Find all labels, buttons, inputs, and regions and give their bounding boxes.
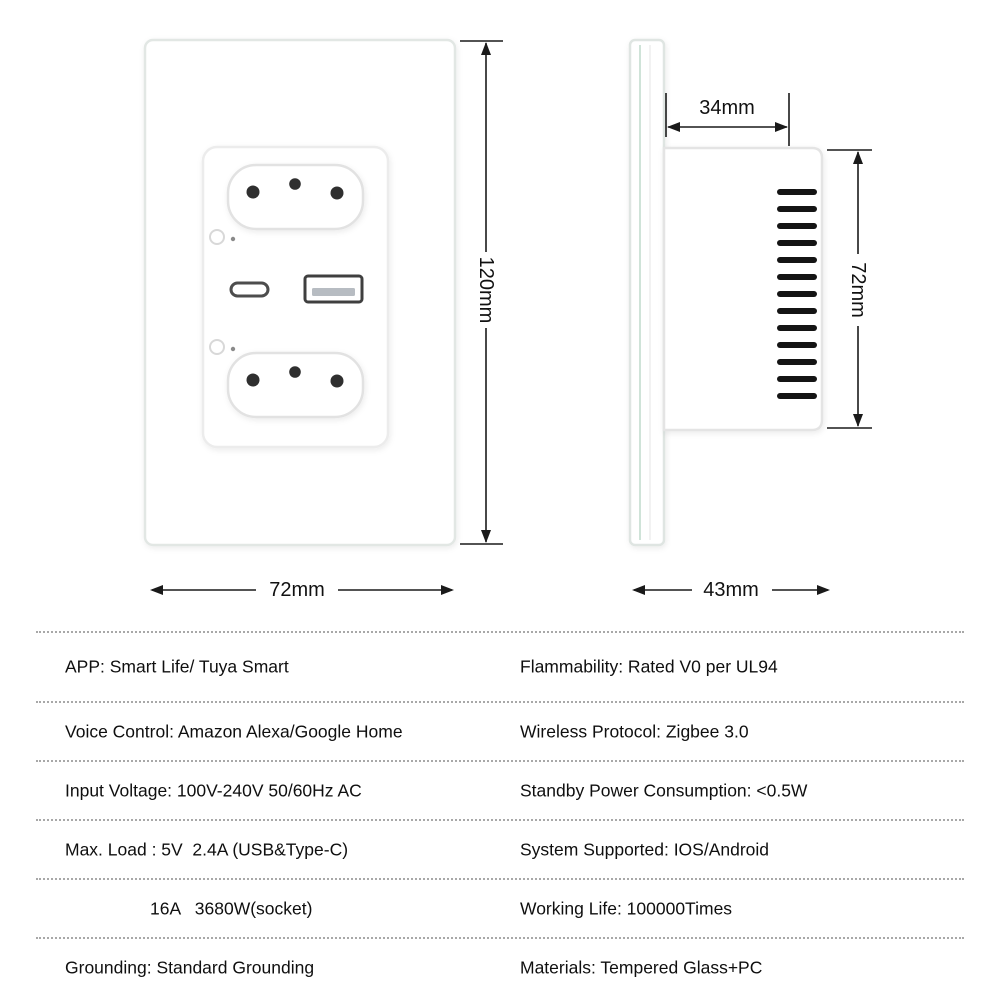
led-dot — [231, 237, 235, 241]
spec-working-life: Working Life: 100000Times — [520, 898, 733, 918]
spec-input-voltage: Input Voltage: 100V-240V 50/60Hz AC — [65, 780, 362, 800]
pin-hole — [247, 186, 260, 199]
spec-row — [0, 761, 1000, 820]
spec-app: APP: Smart Life/ Tuya Smart — [65, 656, 289, 677]
glass-panel-side — [630, 40, 664, 545]
pin-hole — [289, 178, 301, 190]
spec-grounding: Grounding: Standard Grounding — [65, 957, 315, 977]
pin-hole — [247, 374, 260, 387]
spec-materials: Materials: Tempered Glass+PC — [520, 957, 763, 977]
spec-max-load-socket: 16A 3680W(socket) — [150, 898, 313, 918]
usb-a-tongue — [312, 288, 355, 296]
spec-max-load-usb: Max. Load : 5V 2.4A (USB&Type-C) — [65, 839, 349, 859]
spec-row — [0, 879, 1000, 938]
led-dot — [231, 347, 235, 351]
side-height-label: 72mm — [847, 262, 869, 318]
spec-standby-power: Standby Power Consumption: <0.5W — [520, 780, 808, 800]
front-height-label: 120mm — [475, 256, 497, 324]
pin-hole — [331, 187, 344, 200]
power-socket-top — [228, 165, 363, 229]
power-socket-bottom — [228, 353, 363, 417]
spec-row — [0, 938, 1000, 997]
side-width-label: 43mm — [703, 579, 759, 601]
side-depth-label: 34mm — [699, 97, 755, 119]
front-width-label: 72mm — [269, 579, 325, 601]
pin-hole — [289, 366, 301, 378]
spec-row — [0, 702, 1000, 761]
spec-flammability: Flammability: Rated V0 per UL94 — [520, 656, 778, 677]
spec-wireless-protocol: Wireless Protocol: Zigbee 3.0 — [520, 721, 749, 741]
usb-c-port — [231, 283, 268, 296]
spec-table — [0, 632, 1000, 997]
spec-row — [0, 820, 1000, 879]
spec-row — [0, 632, 1000, 702]
spec-voice-control: Voice Control: Amazon Alexa/Google Home — [65, 721, 403, 741]
pin-hole — [331, 375, 344, 388]
spec-system-supported: System Supported: IOS/Android — [520, 839, 770, 859]
usb-a-port — [305, 276, 362, 302]
front-view — [145, 40, 455, 545]
